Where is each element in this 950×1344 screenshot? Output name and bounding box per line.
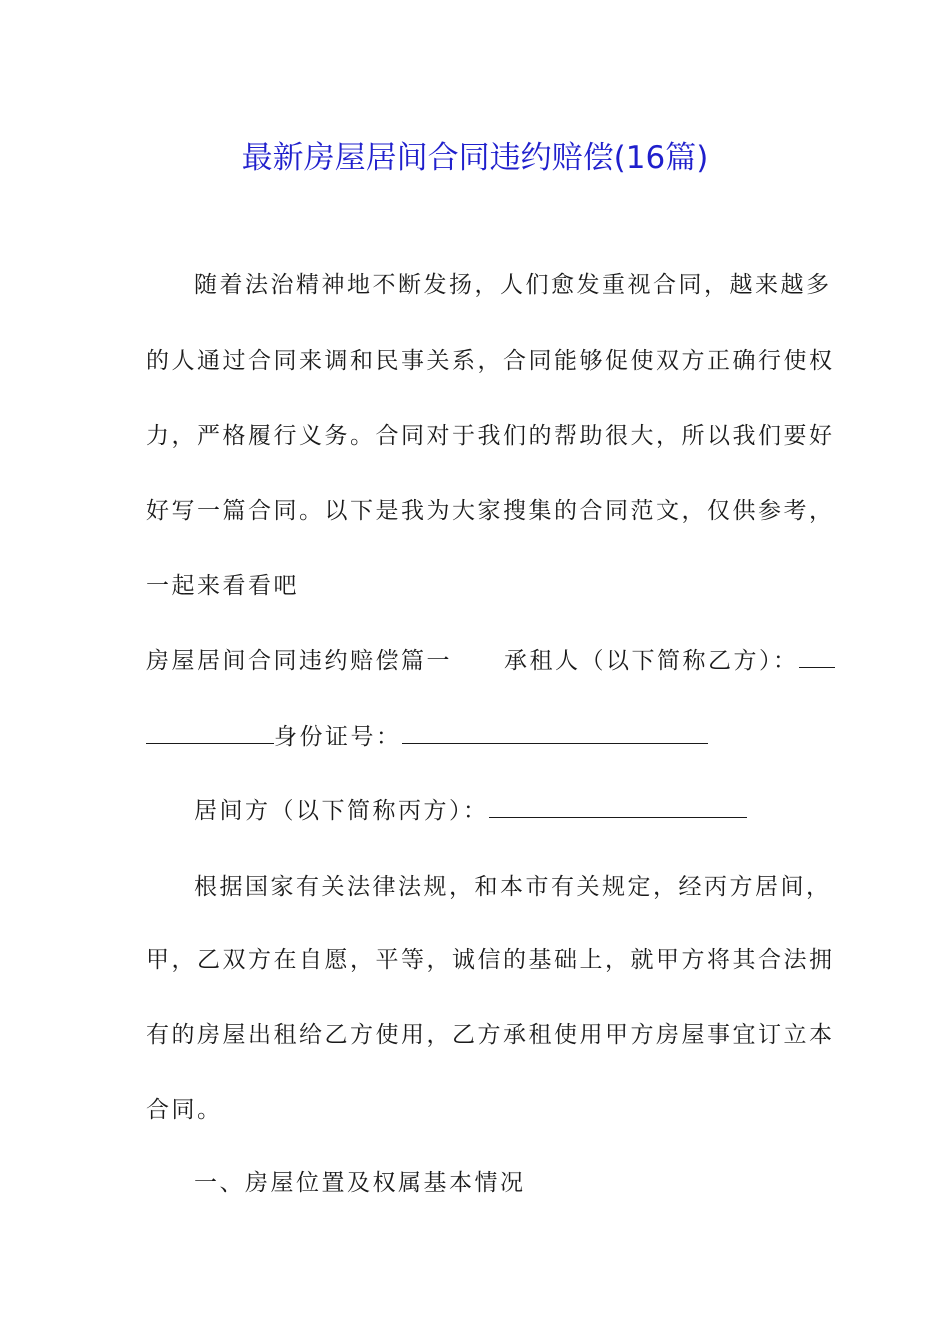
section-heading-row [146, 646, 835, 676]
basis-line-1: 根据国家有关法律法规，和本市有关规定，经丙方居间， [194, 874, 832, 900]
id-number-blank[interactable] [402, 723, 708, 744]
document-title: 最新房屋居间合同违约赔偿(16篇) [241, 140, 709, 176]
basis-line-4: 合同。 [146, 1097, 223, 1123]
id-row [146, 722, 708, 752]
section-heading: 房屋居间合同违约赔偿篇一 [146, 648, 452, 674]
id-label: 身份证号： [274, 724, 402, 750]
broker-label: 居间方（以下简称丙方）： [194, 798, 489, 824]
broker-row [194, 796, 747, 826]
lessee-label: 承租人（以下简称乙方）： [504, 648, 799, 674]
intro-line-1: 随着法治精神地不断发扬，人们愈发重视合同，越来越多 [194, 272, 832, 298]
clause-1-heading: 一、房屋位置及权属基本情况 [194, 1170, 526, 1196]
basis-line-2: 甲，乙双方在自愿，平等，诚信的基础上，就甲方将其合法拥 [146, 947, 835, 973]
intro-line-3: 力，严格履行义务。合同对于我们的帮助很大，所以我们要好 [146, 423, 835, 449]
basis-line-3: 有的房屋出租给乙方使用，乙方承租使用甲方房屋事宜订立本 [146, 1022, 835, 1048]
intro-line-4: 好写一篇合同。以下是我为大家搜集的合同范文，仅供参考， [146, 498, 835, 524]
lessee-name-blank-cont[interactable] [146, 723, 274, 744]
intro-line-2: 的人通过合同来调和民事关系，合同能够促使双方正确行使权 [146, 348, 835, 374]
intro-line-5: 一起来看看吧 [146, 573, 299, 599]
lessee-name-blank[interactable] [799, 647, 835, 668]
broker-name-blank[interactable] [489, 797, 747, 818]
